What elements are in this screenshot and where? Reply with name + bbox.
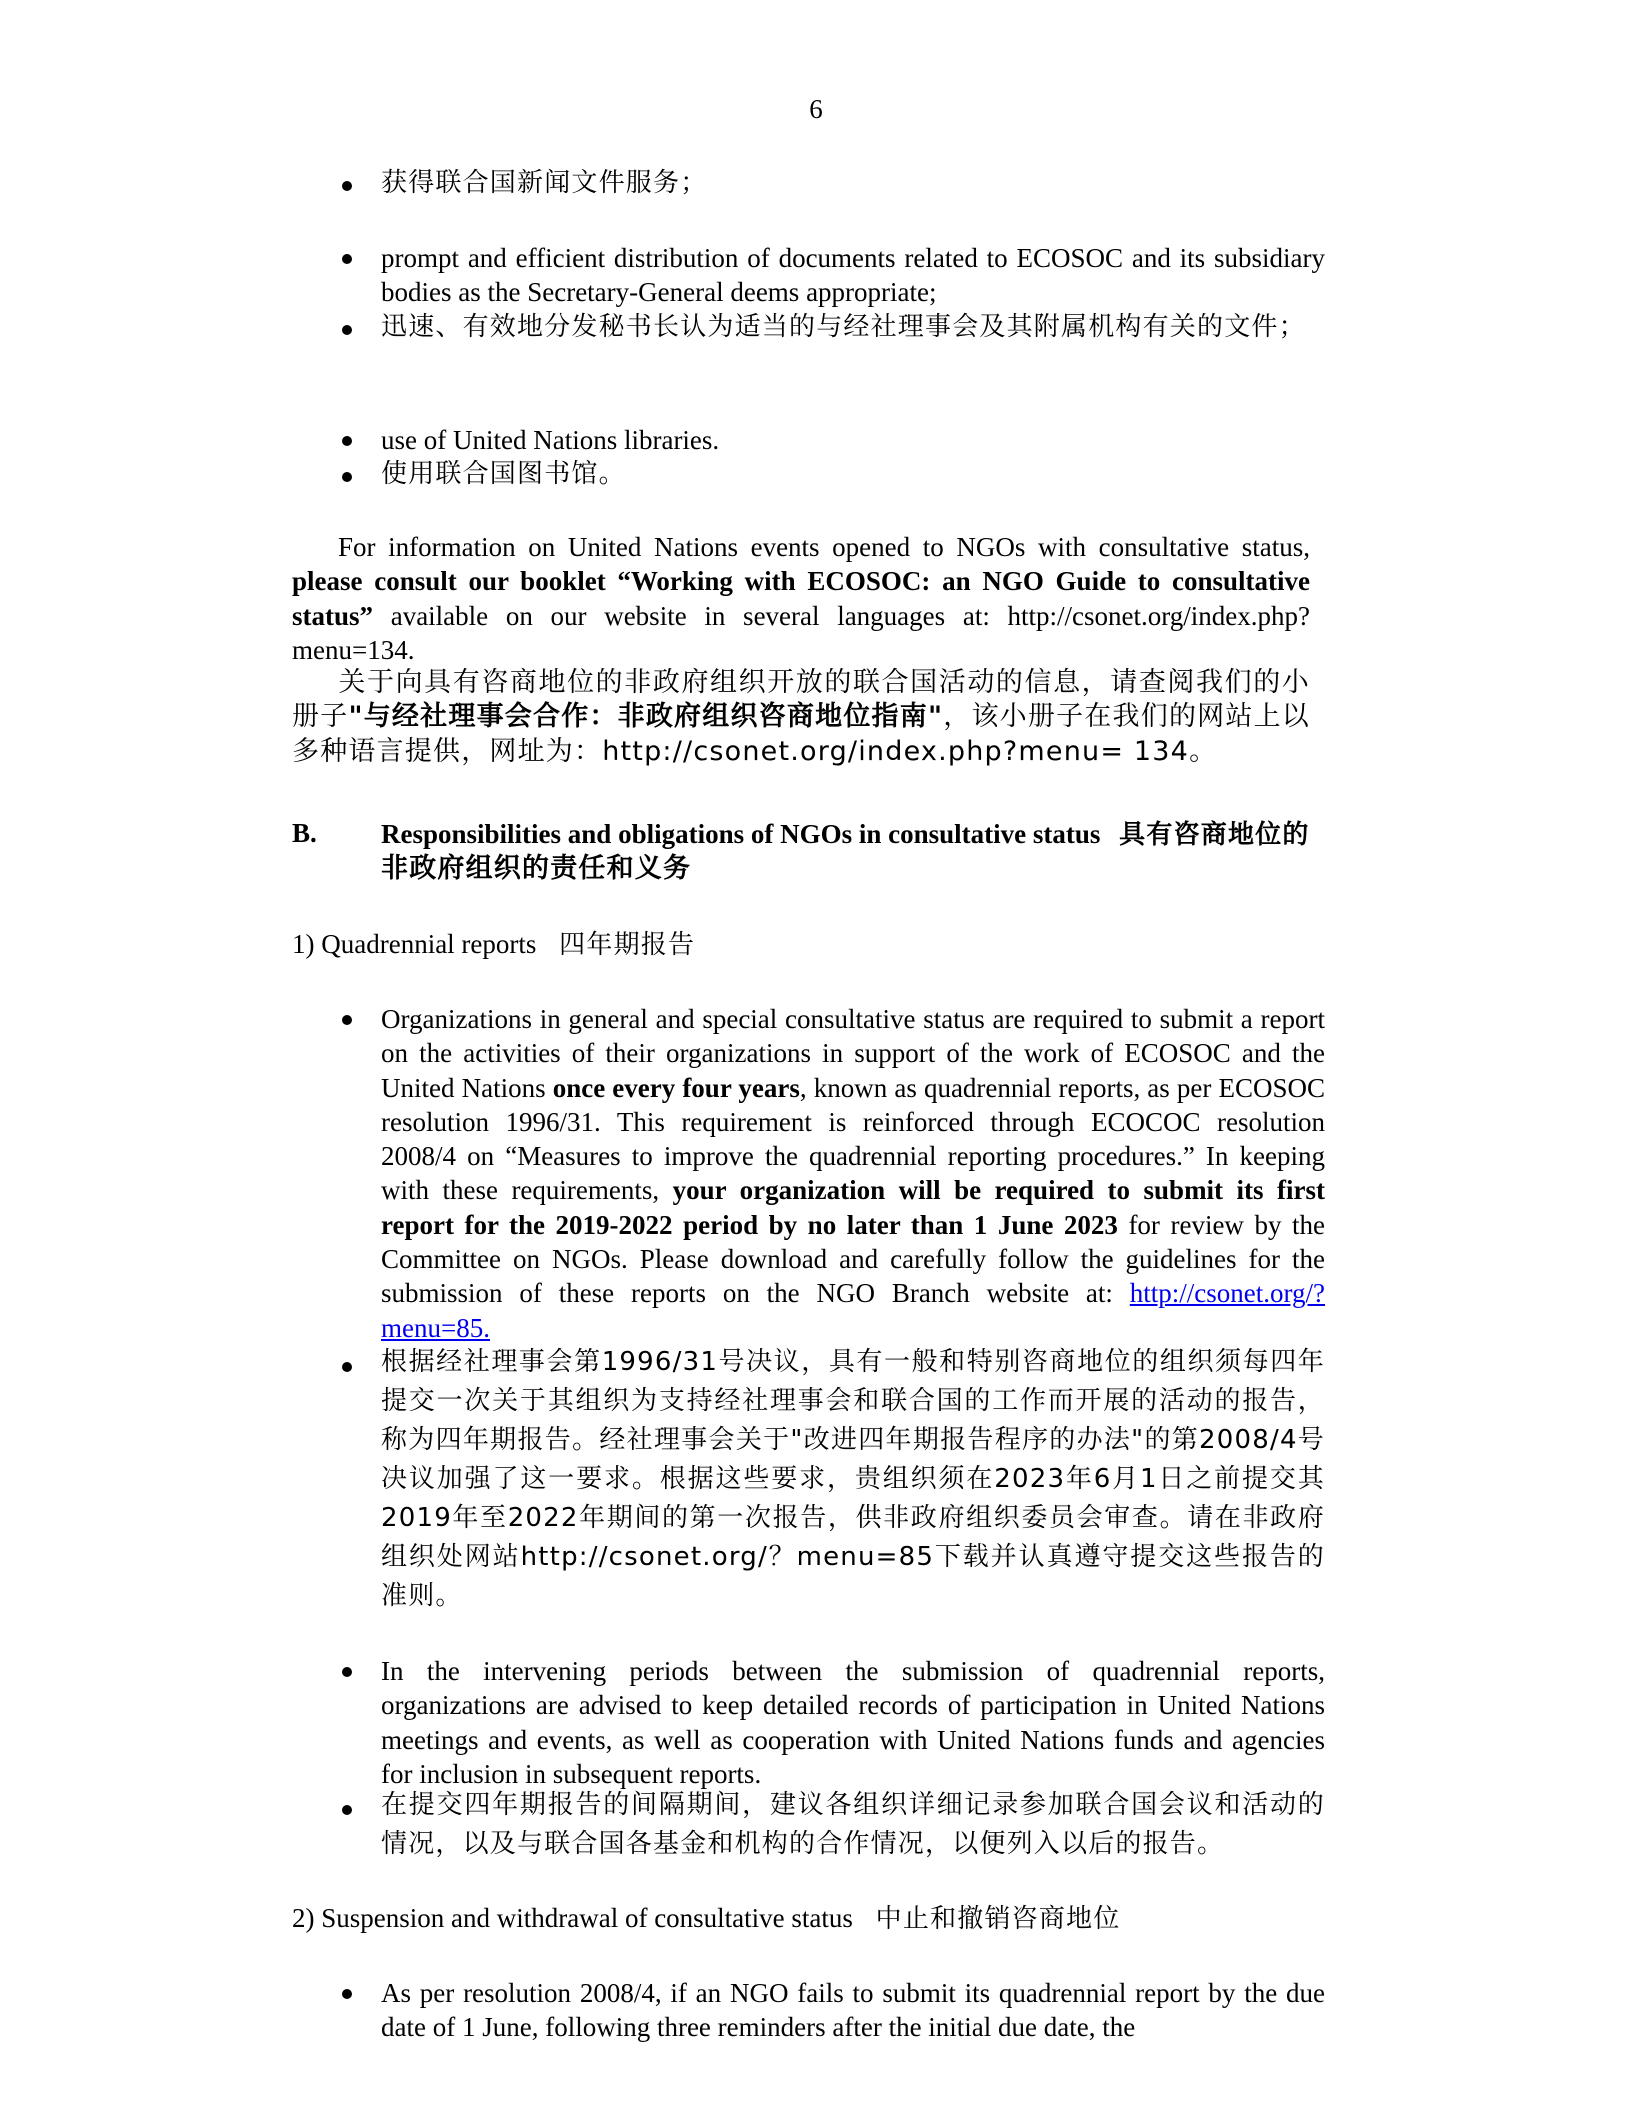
page-number: 6 <box>809 94 823 124</box>
list-item: use of United Nations libraries. <box>381 425 720 455</box>
info-text: For information on United Nations events opened to NGOs with consultative status, <box>338 532 1310 562</box>
list-item: 获得联合国新闻文件服务； <box>381 168 708 198</box>
info-paragraph-zh <box>292 666 1310 769</box>
subsection-title-zh: 中止和撤销咨商地位 <box>875 1904 1121 1934</box>
bullet-icon <box>342 1805 352 1815</box>
quad-text: , known as quadrennial reports, as per ECOSOC resolution 1996/31. This requirement is reinforced through ECOCOC resolution 2008/4 on “Measures to improve the quadrennial reporting procedures.” In keeping with these requirements, <box>381 1072 1325 1206</box>
list-item: 在提交四年期报告的间隔期间，建议各组织详细记录参加联合国会议和活动的情况，以及与联合国各基金和机构的合作情况，以便列入以后的报告。 <box>381 1790 1325 1859</box>
info-text: available on our website in several languages at: http://csonet.org/index.php?menu=134. <box>292 600 1310 665</box>
guidelines-link[interactable]: http://csonet.org/?menu=85. <box>381 1278 1325 1343</box>
info-text-zh: ，该小册子在我们的网站上以多种语言提供，网址为：http://csonet.org/index.php?menu= 134。 <box>292 701 1310 767</box>
bullet-icon <box>342 1362 352 1372</box>
bullet-icon <box>342 1015 352 1025</box>
list-item: 根据经社理事会第1996/31号决议，具有一般和特别咨商地位的组织须每四年提交一次关于其组织为支持经社理事会和联合国的工作而开展的活动的报告，称为四年期报告。经社理事会关于"改进四年期报告程序的办法"的第2008/4号决议加强了这一要求。根据这些要求，贵组织须在2023年6月1日之前提交其2019年至2022年期间的第一次报告，供非政府组织委员会审查。请在非政府组织处网站http://csonet.org/？menu=85下载并认真遵守提交这些报告的准则。 <box>381 1347 1325 1611</box>
section-title-zh: 具有咨商地位的 <box>1119 820 1310 850</box>
bullet-icon <box>342 1989 352 1999</box>
list-item: As per resolution 2008/4, if an NGO fails to submit its quadrennial report by the due date of 1 June, following three reminders after the initial due date, the <box>381 1978 1325 2043</box>
bullet-icon <box>342 325 352 335</box>
section-title-en: Responsibilities and obligations of NGOs in consultative status <box>381 819 1101 849</box>
quad-text: for review by the Committee on NGOs. Please download and carefully follow the guidelines for the submission of these reports on the NGO Branch website at: <box>381 1209 1325 1309</box>
info-text-zh: 关于向具有咨商地位的非政府组织开放的联合国活动的信息，请查阅我们的小册子 <box>292 667 1310 733</box>
bullet-icon <box>342 254 352 264</box>
quad-bold-text: your organization will be required to submit its first report for the 2019-2022 period by no later than 1 June 2023 <box>381 1175 1325 1240</box>
list-item <box>381 1002 1325 1345</box>
list-item: In the intervening periods between the submission of quadrennial reports, organizations are advised to keep detailed records of participation in United Nations meetings and events, as well as cooperation with United Nations funds and agencies for inclusion in subsequent reports. <box>381 1656 1325 1789</box>
bullet-icon <box>342 436 352 446</box>
subsection-title <box>292 1900 1120 1939</box>
quad-text: Organizations in general and special consultative status are required to submit a report on the activities of their organizations in support of the work of ECOSOC and the United Nations <box>381 1004 1325 1103</box>
list-item: 使用联合国图书馆。 <box>381 459 626 489</box>
subsection-title-en: 2) Suspension and withdrawal of consultative status <box>292 1903 853 1933</box>
info-paragraph-en <box>292 530 1310 667</box>
section-title-zh-cont: 非政府组织的责任和义务 <box>381 853 692 884</box>
section-letter: B. <box>292 818 317 848</box>
subsection-title-zh: 四年期报告 <box>559 930 696 960</box>
list-item: prompt and efficient distribution of documents related to ECOSOC and its subsidiary bodies as the Secretary-General deems appropriate; <box>381 243 1325 308</box>
subsection-title <box>292 926 695 965</box>
bullet-icon <box>342 472 352 482</box>
bullet-icon <box>342 1667 352 1677</box>
subsection-title-en: 1) Quadrennial reports <box>292 929 537 959</box>
bullet-icon <box>342 181 352 191</box>
info-bold-text-zh: "与经社理事会合作：非政府组织咨商地位指南" <box>348 701 944 733</box>
info-bold-text: please consult our booklet “Working with ECOSOC: an NGO Guide to consultative status” <box>292 566 1310 631</box>
quad-bold-text: once every four years <box>552 1072 800 1103</box>
section-title <box>381 816 1381 855</box>
list-item: 迅速、有效地分发秘书长认为适当的与经社理事会及其附属机构有关的文件； <box>381 312 1306 342</box>
